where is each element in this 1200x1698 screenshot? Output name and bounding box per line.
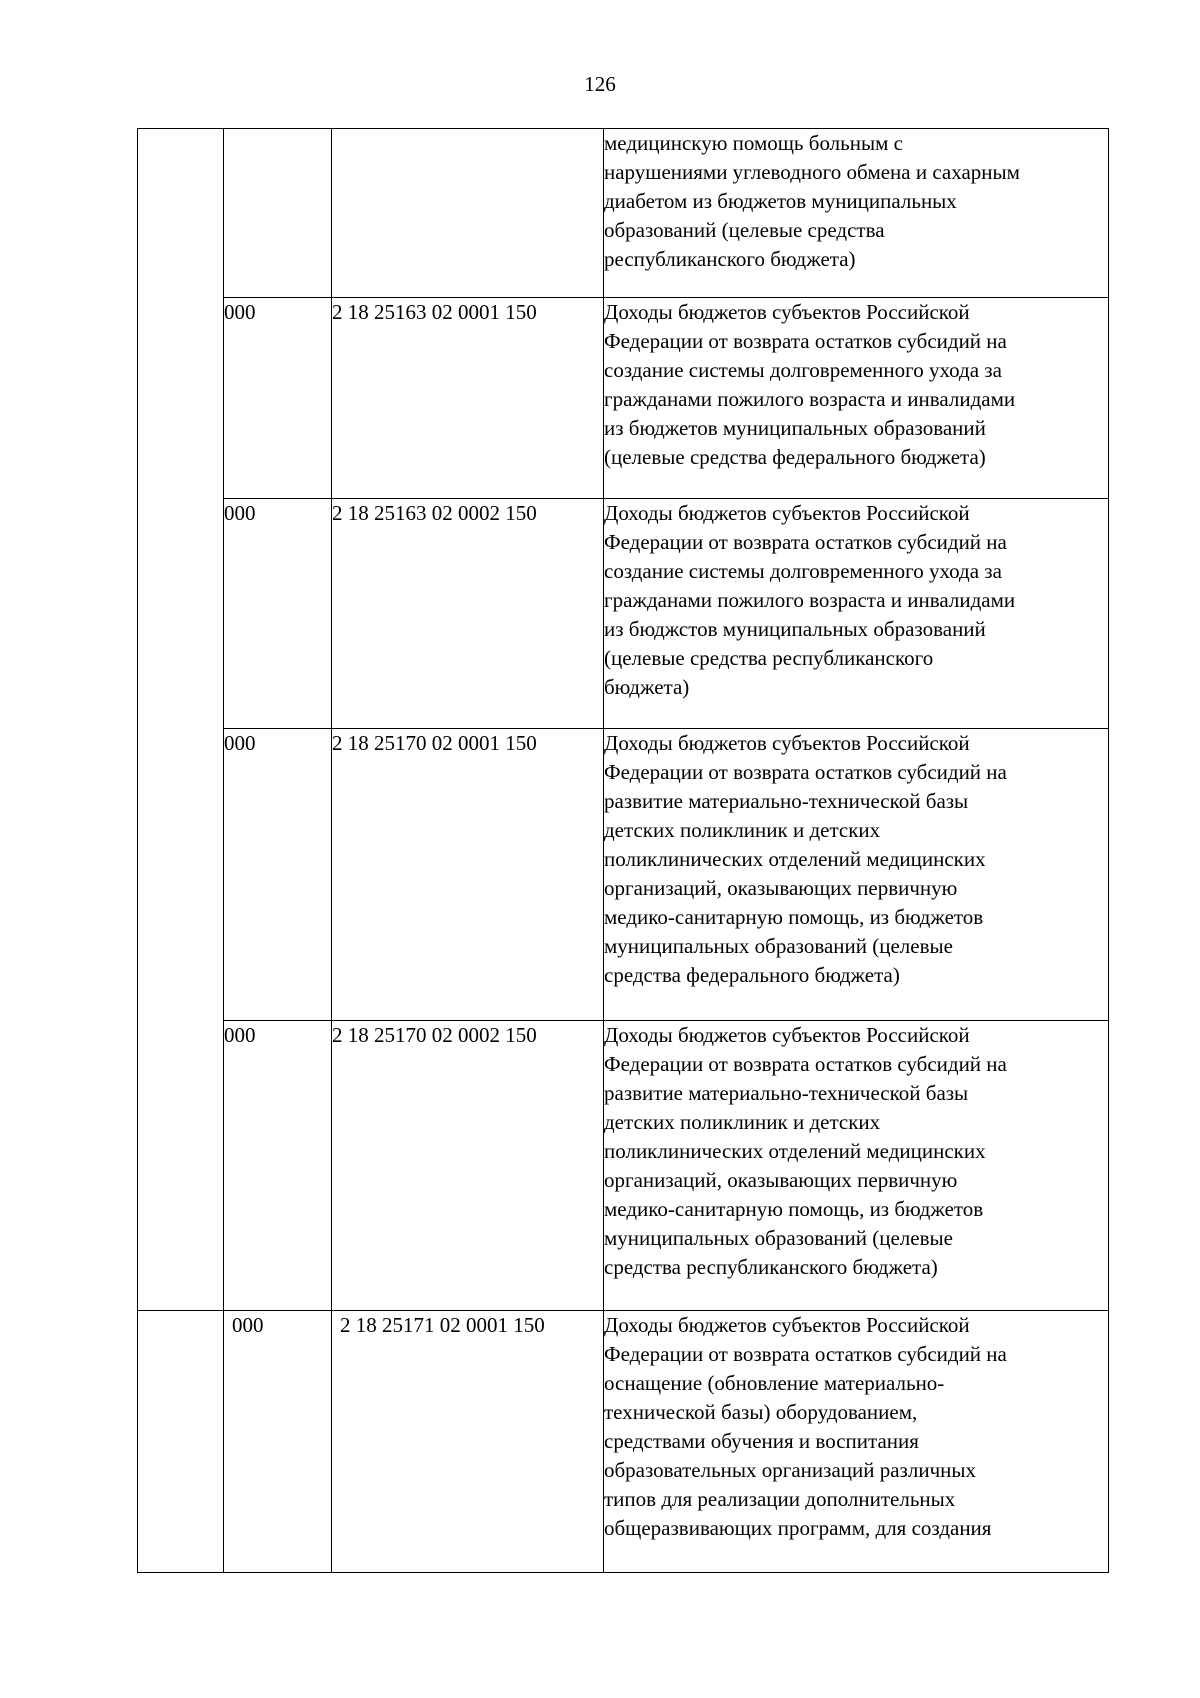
description-cell [604,1021,1109,1311]
budget-code-cell [332,729,604,1021]
owner-code: 000 [224,300,256,324]
budget-code: 2 18 25170 02 0002 150 [332,1023,537,1047]
description-line: детских поликлиник и детских [604,1110,881,1134]
description-cell [604,499,1109,729]
description-line: медико-санитарную помощь, из бюджетов [604,1197,984,1221]
description-line: бюджета) [604,675,690,699]
owner-code-cell [224,1021,332,1311]
description-line: поликлинических отделений медицинских [604,1139,986,1163]
description-line: муниципальных образований (целевые [604,934,953,958]
budget-code-cell [332,1021,604,1311]
table-row [138,129,1109,298]
description-line: Доходы бюджетов субъектов Российской [604,1023,970,1047]
description-cell [604,729,1109,1021]
budget-code-cell [332,298,604,499]
table-row [138,1311,1109,1573]
blank-first-column-cell [138,1311,224,1573]
table-row [138,499,1109,729]
description-line: Федерации от возврата остатков субсидий на [604,329,1007,353]
description-line: из бюджетов муниципальных образований [604,416,986,440]
description-line: типов для реализации дополнительных [604,1487,956,1511]
description-line: республиканского бюджета) [604,247,856,271]
description-line: образовательных организаций различных [604,1458,976,1482]
description-line: развитие материально-технической базы [604,1081,969,1105]
description-line: создание системы долговременного ухода за [604,559,1002,583]
description-line: общеразвивающих программ, для создания [604,1516,992,1540]
description-line: Доходы бюджетов субъектов Российской [604,731,970,755]
description-line: (целевые средства республиканского [604,646,934,670]
owner-code: 000 [232,1313,264,1337]
description-line: медико-санитарную помощь, из бюджетов [604,905,984,929]
description-line: технической базы) оборудованием, [604,1400,918,1424]
budget-codes-table [137,128,1109,1573]
description-line: Доходы бюджетов субъектов Российской [604,1313,970,1337]
description-line: поликлинических отделений медицинских [604,847,986,871]
table-row [138,729,1109,1021]
blank-first-column-cell [138,129,224,1311]
description-line: Федерации от возврата остатков субсидий на [604,530,1007,554]
description-line: средства федерального бюджета) [604,963,900,987]
description-line: диабетом из бюджетов муниципальных [604,189,957,213]
owner-code: 000 [224,731,256,755]
description-line: Федерации от возврата остатков субсидий на [604,1342,1007,1366]
description-cell [604,298,1109,499]
description-line: организаций, оказывающих первичную [604,876,958,900]
budget-code-cell [332,1311,604,1573]
owner-code-cell [224,129,332,298]
description-line: Федерации от возврата остатков субсидий на [604,1052,1007,1076]
description-line: средствами обучения и воспитания [604,1429,919,1453]
description-line: оснащение (обновление материально- [604,1371,945,1395]
owner-code: 000 [224,1023,256,1047]
budget-code: 2 18 25170 02 0001 150 [332,731,537,755]
description-line: средства республиканского бюджета) [604,1255,938,1279]
description-line: детских поликлиник и детских [604,818,881,842]
budget-code-cell [332,499,604,729]
description-line: Доходы бюджетов субъектов Российской [604,501,970,525]
description-line: гражданами пожилого возраста и инвалидами [604,387,1016,411]
description-line: Федерации от возврата остатков субсидий на [604,760,1007,784]
budget-code: 2 18 25171 02 0001 150 [340,1313,545,1337]
description-line: гражданами пожилого возраста и инвалидами [604,588,1016,612]
table-row [138,1021,1109,1311]
description-cell [604,129,1109,298]
description-line: организаций, оказывающих первичную [604,1168,958,1192]
description-line: муниципальных образований (целевые [604,1226,953,1250]
description-line: развитие материально-технической базы [604,789,969,813]
page-number: 126 [584,72,616,96]
description-cell [604,1311,1109,1573]
description-line: нарушениями углеводного обмена и сахарным [604,160,1020,184]
description-line: создание системы долговременного ухода за [604,358,1002,382]
owner-code-cell [224,1311,332,1573]
budget-code: 2 18 25163 02 0001 150 [332,300,537,324]
owner-code-cell [224,298,332,499]
owner-code: 000 [224,501,256,525]
table-row [138,298,1109,499]
budget-code-cell [332,129,604,298]
description-line: (целевые средства федерального бюджета) [604,445,986,469]
description-line: Доходы бюджетов субъектов Российской [604,300,970,324]
owner-code-cell [224,499,332,729]
description-line: из бюджстов муниципальных образований [604,617,986,641]
description-line: медицинскую помощь больным с [604,131,903,155]
description-line: образований (целевые средства [604,218,885,242]
budget-code: 2 18 25163 02 0002 150 [332,501,537,525]
owner-code-cell [224,729,332,1021]
